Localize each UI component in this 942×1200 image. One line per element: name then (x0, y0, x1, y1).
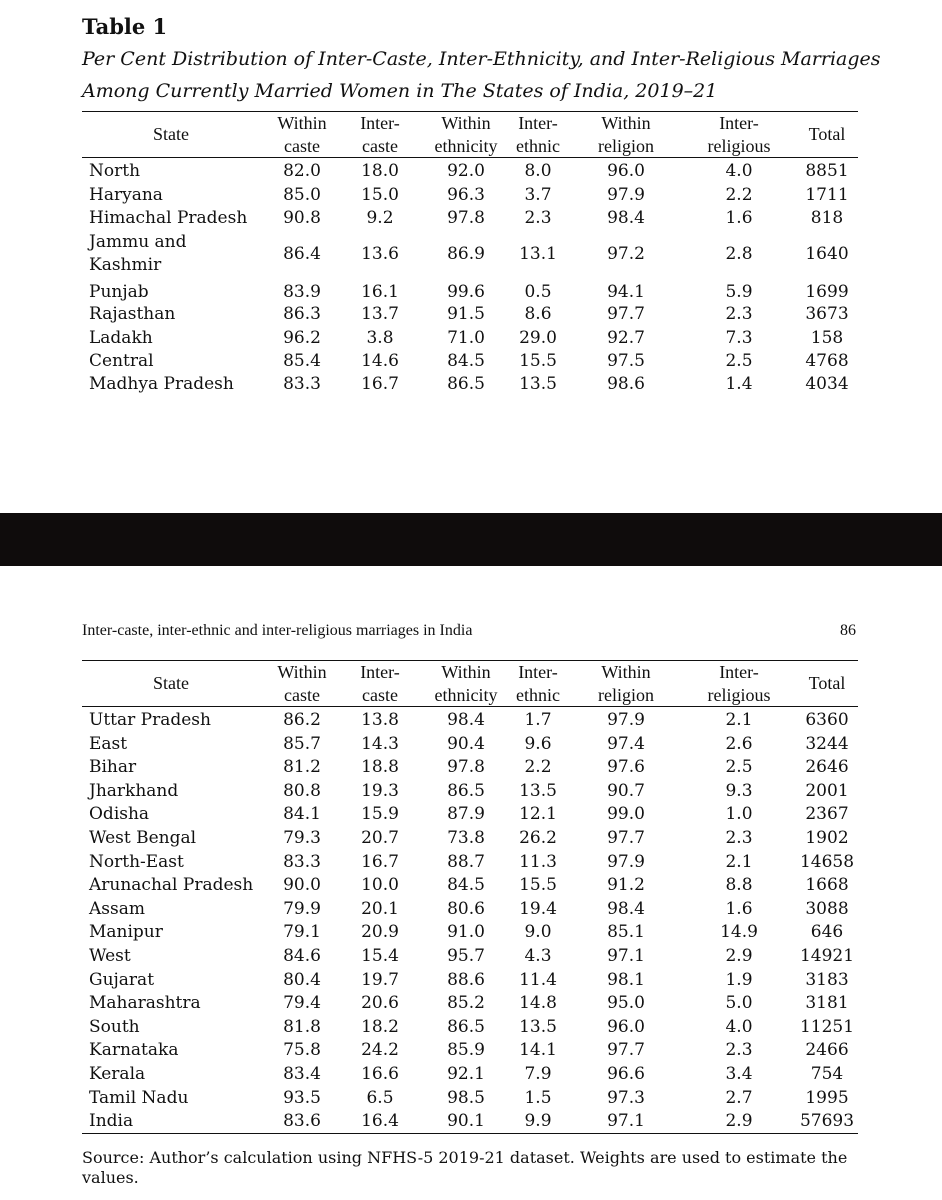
table1-row-7-col-4: 15.5 (519, 351, 557, 371)
table2-header-col-7-line-0: Total (808, 673, 846, 693)
table2-row-10-col-7: 14921 (799, 946, 855, 966)
table2-row-7-col-2: 10.0 (361, 875, 399, 896)
table2-row-7-col-6: 8.8 (725, 875, 753, 896)
table2-row-14-col-5: 97.7 (607, 1040, 645, 1061)
table2-row-0-col-4: 1.7 (524, 710, 552, 730)
table1-header-col-7-line-0: Total (808, 124, 846, 144)
table2-row-12-col-3: 85.2 (447, 993, 485, 1014)
table2-header-col-1-line-0: Within (277, 662, 327, 682)
table1-row-8-col-2: 16.7 (361, 374, 399, 394)
table2-row-11-col-7: 3183 (805, 969, 849, 990)
table1-row-1-col-4: 3.7 (524, 185, 552, 205)
table2-row-10-col-3: 95.7 (447, 946, 485, 966)
table1-row-6-col-1: 96.2 (283, 328, 321, 348)
table2-row-6-col-6: 2.1 (725, 851, 753, 872)
table1-row-5-col-1: 86.3 (283, 304, 321, 324)
table2-row-3-col-3: 86.5 (447, 780, 485, 801)
table1-row-4-state: Punjab (89, 282, 149, 302)
table1-row-4-col-3: 99.6 (447, 282, 485, 302)
table2-header-col-5-line-1: religion (598, 685, 654, 705)
table2-header-col-4-line-0: Inter- (518, 662, 558, 682)
table1-row-8-col-6: 1.4 (725, 374, 753, 394)
table1-row-1-col-7: 1711 (805, 185, 849, 205)
table-caption-line-1: Per Cent Distribution of Inter-Caste, Inter-Ethnicity, and Inter-Religious Marriages (82, 48, 881, 70)
table1-row-0-col-2: 18.0 (361, 161, 399, 181)
table2-row-17-col-1: 83.6 (283, 1111, 321, 1132)
table1-row-3-col-5: 97.2 (607, 244, 645, 264)
page-number: 86 (840, 622, 856, 639)
table1-row-1-col-5: 97.9 (607, 185, 645, 205)
table2-row-1-col-2: 14.3 (361, 733, 399, 754)
table1-row-3-state-cont: Kashmir (89, 255, 162, 275)
table1-header-col-3-line-0: Within (441, 113, 491, 133)
table2-header-col-2-line-1: caste (362, 685, 398, 705)
table2-row-3-col-4: 13.5 (519, 780, 557, 801)
table2-row-12-col-6: 5.0 (725, 993, 753, 1014)
table2-bottom-rule (82, 1133, 858, 1134)
table1-row-7-col-2: 14.6 (361, 351, 399, 371)
table2-row-16-col-3: 98.5 (447, 1087, 485, 1108)
table2-row-0-col-1: 86.2 (283, 710, 321, 730)
table2-row-14-col-1: 75.8 (283, 1040, 321, 1061)
table2-row-5-col-3: 73.8 (447, 828, 485, 848)
table2-row-0-col-3: 98.4 (447, 710, 485, 730)
table1-row-8-col-3: 86.5 (447, 374, 485, 394)
table-caption-line-2: Among Currently Married Women in The States of India, 2019–21 (82, 80, 718, 102)
table2-row-13-col-2: 18.2 (361, 1016, 399, 1037)
table2-row-16-state: Tamil Nadu (89, 1087, 189, 1108)
table1-row-3-state: Jammu and (89, 232, 187, 252)
table1-row-4-col-2: 16.1 (361, 282, 399, 302)
table1-row-5-col-2: 13.7 (361, 304, 399, 324)
table1-row-8-state: Madhya Pradesh (89, 374, 234, 394)
table2-row-13-col-3: 86.5 (447, 1016, 485, 1037)
table2-row-17-col-6: 2.9 (725, 1111, 753, 1132)
table1-row-7-col-1: 85.4 (283, 351, 321, 371)
table1-row-7-col-7: 4768 (805, 351, 849, 371)
table2-row-17-col-2: 16.4 (361, 1111, 399, 1132)
table2-row-14-col-4: 14.1 (519, 1040, 557, 1061)
table1-header-col-1-line-1: caste (284, 136, 320, 156)
table2-row-3-state: Jharkhand (89, 780, 179, 801)
table1-header-col-2-line-1: caste (362, 136, 398, 156)
table2-row-7-col-3: 84.5 (447, 875, 485, 896)
table2-row-17-col-3: 90.1 (447, 1111, 485, 1132)
table1-row-6-state: Ladakh (89, 328, 153, 348)
table1-row-5-state: Rajasthan (89, 304, 176, 324)
table2-header-rule (82, 706, 858, 707)
table2-row-6-state: North-East (89, 851, 184, 872)
table2-header-col-4-line-1: ethnic (516, 685, 560, 705)
table1-row-6-col-7: 158 (810, 328, 844, 348)
table1-row-2-col-1: 90.8 (283, 208, 321, 228)
table1-row-4-col-1: 83.9 (283, 282, 321, 302)
table2-row-16-col-1: 93.5 (283, 1087, 321, 1108)
table2-row-9-col-2: 20.9 (361, 922, 399, 943)
table2-row-11-col-3: 88.6 (447, 969, 485, 990)
table2-row-10-col-4: 4.3 (524, 946, 552, 966)
table2-row-1-col-6: 2.6 (725, 733, 753, 754)
table2-row-6-col-5: 97.9 (607, 851, 645, 872)
table1-row-4-col-7: 1699 (805, 282, 849, 302)
table2-row-2-col-4: 2.2 (524, 757, 552, 778)
table2-row-14-col-7: 2466 (805, 1040, 849, 1061)
table1-header-col-3-line-1: ethnicity (434, 136, 498, 156)
table1-row-7-state: Central (89, 351, 154, 371)
table1-row-2-col-7: 818 (810, 208, 844, 228)
table2-row-16-col-5: 97.3 (607, 1087, 645, 1108)
table2-row-16-col-2: 6.5 (366, 1087, 394, 1108)
table1-header-col-4-line-1: ethnic (516, 136, 560, 156)
table2-row-12-col-7: 3181 (805, 993, 849, 1014)
table1-header-rule (82, 157, 858, 158)
table2-row-13-col-5: 96.0 (607, 1016, 645, 1037)
table2-header-col-3-line-0: Within (441, 662, 491, 682)
table2-row-7-col-4: 15.5 (519, 875, 557, 896)
table2-row-15-col-6: 3.4 (725, 1064, 753, 1084)
table2-row-11-col-5: 98.1 (607, 969, 645, 990)
table2-row-9-col-7: 646 (810, 922, 844, 943)
table1-header-col-6-line-0: Inter- (719, 113, 759, 133)
table2-header-col-2-line-0: Inter- (360, 662, 400, 682)
table2-row-13-col-1: 81.8 (283, 1016, 321, 1037)
table1-row-1-col-3: 96.3 (447, 185, 485, 205)
table2-row-13-col-7: 11251 (799, 1016, 855, 1037)
table2-row-10-col-1: 84.6 (283, 946, 321, 966)
table1-row-8-col-7: 4034 (805, 374, 849, 394)
table2-row-4-col-6: 1.0 (725, 804, 753, 825)
table2-row-11-col-4: 11.4 (519, 969, 557, 990)
table1-row-0-col-3: 92.0 (447, 161, 485, 181)
table2-row-6-col-3: 88.7 (447, 851, 485, 872)
table2-header-col-6-line-0: Inter- (719, 662, 759, 682)
table2-row-1-state: East (89, 733, 128, 754)
table2-row-14-col-3: 85.9 (447, 1040, 485, 1061)
table2-row-9-col-3: 91.0 (447, 922, 485, 943)
table2-row-3-col-5: 90.7 (607, 780, 645, 801)
table2-row-16-col-6: 2.7 (725, 1087, 753, 1108)
table2-row-4-state: Odisha (89, 804, 150, 825)
table2-row-5-col-1: 79.3 (283, 828, 321, 848)
table2-row-7-col-5: 91.2 (607, 875, 645, 896)
table2-row-4-col-5: 99.0 (607, 804, 645, 825)
table2-row-12-col-4: 14.8 (519, 993, 557, 1014)
table1-header-col-5-line-0: Within (601, 113, 651, 133)
table2-row-15-col-1: 83.4 (283, 1064, 321, 1084)
table1-row-0-col-7: 8851 (805, 161, 849, 181)
table2-row-7-col-7: 1668 (805, 875, 849, 896)
table1-row-2-col-5: 98.4 (607, 208, 645, 228)
table1-row-3-col-2: 13.6 (361, 244, 399, 264)
table2-row-14-state: Karnataka (89, 1040, 179, 1061)
table2-row-4-col-3: 87.9 (447, 804, 485, 825)
table1-row-7-col-5: 97.5 (607, 351, 645, 371)
table1-row-1-col-1: 85.0 (283, 185, 321, 205)
table2-row-11-col-2: 19.7 (361, 969, 399, 990)
table1-row-4-col-6: 5.9 (725, 282, 753, 302)
table2-row-0-col-6: 2.1 (725, 710, 753, 730)
table1-row-6-col-4: 29.0 (519, 328, 557, 348)
table2-header-col-1-line-1: caste (284, 685, 320, 705)
table2-row-8-col-3: 80.6 (447, 898, 485, 919)
table2-row-10-col-5: 97.1 (607, 946, 645, 966)
table1-row-6-col-5: 92.7 (607, 328, 645, 348)
table2-row-11-col-1: 80.4 (283, 969, 321, 990)
table2-header-col-5-line-0: Within (601, 662, 651, 682)
table1-row-1-state: Haryana (89, 185, 163, 205)
table2-row-9-col-1: 79.1 (283, 922, 321, 943)
table2-row-4-col-2: 15.9 (361, 804, 399, 825)
table2-row-7-col-1: 90.0 (283, 875, 321, 896)
table2-row-2-col-7: 2646 (805, 757, 849, 778)
table2-row-7-state: Arunachal Pradesh (89, 875, 254, 896)
table2-row-5-col-4: 26.2 (519, 828, 557, 848)
table1-header-col-2-line-0: Inter- (360, 113, 400, 133)
table2-row-4-col-4: 12.1 (519, 804, 557, 825)
table2-row-1-col-4: 9.6 (524, 733, 552, 754)
table2-row-15-state: Kerala (89, 1064, 146, 1084)
table1-row-3-col-6: 2.8 (725, 244, 753, 264)
table2-row-8-col-7: 3088 (805, 898, 849, 919)
table2-header-col-3-line-1: ethnicity (434, 685, 498, 705)
table2-row-6-col-2: 16.7 (361, 851, 399, 872)
table2-row-13-col-4: 13.5 (519, 1016, 557, 1037)
table2-row-10-col-6: 2.9 (725, 946, 753, 966)
table1-row-5-col-7: 3673 (805, 304, 849, 324)
table1-row-5-col-3: 91.5 (447, 304, 485, 324)
source-note: Source: Author’s calculation using NFHS-5 2019-21 dataset. Weights are used to estimate the values. (82, 1148, 848, 1187)
table2-row-5-state: West Bengal (89, 828, 197, 848)
table2-row-14-col-2: 24.2 (361, 1040, 399, 1061)
table1-row-2-col-3: 97.8 (447, 208, 485, 228)
table2-row-11-state: Gujarat (89, 969, 155, 990)
table2-row-0-col-7: 6360 (805, 710, 849, 730)
table2-row-1-col-1: 85.7 (283, 733, 321, 754)
table2-row-8-col-5: 98.4 (607, 898, 645, 919)
table1-header-col-0-line-0: State (153, 124, 189, 144)
table1-row-0-state: North (89, 161, 141, 181)
table2-row-16-col-7: 1995 (805, 1087, 849, 1108)
table2-header-col-0-line-0: State (153, 673, 189, 693)
table2-row-17-state: India (89, 1111, 134, 1132)
table1-row-2-col-2: 9.2 (366, 208, 394, 228)
table2-row-10-col-2: 15.4 (361, 946, 399, 966)
table1-row-6-col-3: 71.0 (447, 328, 485, 348)
table2-row-15-col-2: 16.6 (361, 1064, 399, 1084)
table2-row-3-col-2: 19.3 (361, 780, 399, 801)
table1-row-5-col-6: 2.3 (725, 304, 753, 324)
table-label: Table 1 (82, 14, 168, 39)
table1-row-0-col-5: 96.0 (607, 161, 645, 181)
table2-row-8-col-6: 1.6 (725, 898, 753, 919)
table2-row-15-col-5: 96.6 (607, 1064, 645, 1084)
table2-row-15-col-4: 7.9 (524, 1064, 552, 1084)
table2-row-12-col-2: 20.6 (361, 993, 399, 1014)
table2-row-2-col-1: 81.2 (283, 757, 321, 778)
table2-row-3-col-1: 80.8 (283, 780, 321, 801)
table2-header-col-6-line-1: religious (707, 685, 771, 705)
table2-row-0-state: Uttar Pradesh (89, 710, 211, 730)
table2-row-4-col-1: 84.1 (283, 804, 321, 825)
table1-row-8-col-5: 98.6 (607, 374, 645, 394)
table1-row-3-col-4: 13.1 (519, 244, 557, 264)
table1-row-0-col-1: 82.0 (283, 161, 321, 181)
table1-row-7-col-6: 2.5 (725, 351, 753, 371)
table2-row-17-col-5: 97.1 (607, 1111, 645, 1132)
table2-row-9-col-6: 14.9 (720, 922, 758, 943)
table2-row-0-col-2: 13.8 (361, 710, 399, 730)
table1-row-1-col-6: 2.2 (725, 185, 753, 205)
table2-row-2-col-6: 2.5 (725, 757, 753, 778)
table2-row-0-col-5: 97.9 (607, 710, 645, 730)
table2-row-5-col-7: 1902 (805, 828, 849, 848)
table2-row-13-state: South (89, 1016, 140, 1037)
table2-row-8-col-1: 79.9 (283, 898, 321, 919)
table2-row-13-col-6: 4.0 (725, 1016, 753, 1037)
table1-row-3-col-1: 86.4 (283, 244, 321, 264)
table1-row-5-col-4: 8.6 (524, 304, 552, 324)
table1-row-7-col-3: 84.5 (447, 351, 485, 371)
table1-row-5-col-5: 97.7 (607, 304, 645, 324)
table1-row-1-col-2: 15.0 (361, 185, 399, 205)
table1-header-col-1-line-0: Within (277, 113, 327, 133)
table2-row-5-col-2: 20.7 (361, 828, 399, 848)
table2-row-2-col-2: 18.8 (361, 757, 399, 778)
table2-row-17-col-4: 9.9 (524, 1111, 552, 1132)
table2-row-9-col-5: 85.1 (607, 922, 645, 943)
table2-row-16-col-4: 1.5 (524, 1087, 552, 1108)
table2-row-1-col-3: 90.4 (447, 733, 485, 754)
table2-row-8-state: Assam (89, 898, 145, 919)
table1-header-col-6-line-1: religious (707, 136, 771, 156)
table1-row-2-state: Himachal Pradesh (89, 208, 248, 228)
table1-header-col-5-line-1: religion (598, 136, 654, 156)
table1-row-0-col-6: 4.0 (725, 161, 753, 181)
table1-row-8-col-1: 83.3 (283, 374, 321, 394)
running-head: Inter-caste, inter-ethnic and inter-religious marriages in India (82, 622, 473, 639)
table1-row-6-col-6: 7.3 (725, 328, 753, 348)
table2-row-5-col-6: 2.3 (725, 828, 753, 848)
table2-row-17-col-7: 57693 (799, 1111, 855, 1132)
table1-row-2-col-4: 2.3 (524, 208, 552, 228)
table2-row-15-col-3: 92.1 (447, 1064, 485, 1084)
table2-row-10-state: West (89, 946, 131, 966)
table2-row-5-col-5: 97.7 (607, 828, 645, 848)
table2-row-1-col-7: 3244 (805, 733, 849, 754)
table1-row-3-col-3: 86.9 (447, 244, 485, 264)
table1-row-4-col-5: 94.1 (607, 282, 645, 302)
table2-row-9-col-4: 9.0 (524, 922, 552, 943)
table2-row-1-col-5: 97.4 (607, 733, 645, 754)
table1-row-0-col-4: 8.0 (524, 161, 552, 181)
page-separator-bar (0, 513, 942, 566)
table2-row-15-col-7: 754 (810, 1064, 844, 1084)
table1-header-col-4-line-0: Inter- (518, 113, 558, 133)
table2-row-6-col-1: 83.3 (283, 851, 321, 872)
table2-row-3-col-7: 2001 (805, 780, 849, 801)
table2-row-6-col-4: 11.3 (519, 851, 557, 872)
table1-row-6-col-2: 3.8 (366, 328, 394, 348)
table2-row-2-col-3: 97.8 (447, 757, 485, 778)
table2-row-8-col-2: 20.1 (361, 898, 399, 919)
table2-row-4-col-7: 2367 (805, 804, 849, 825)
table1-row-3-col-7: 1640 (805, 244, 849, 264)
table2-row-9-state: Manipur (89, 922, 163, 943)
table2-row-11-col-6: 1.9 (725, 969, 753, 990)
table2-row-8-col-4: 19.4 (519, 898, 557, 919)
table2-row-2-col-5: 97.6 (607, 757, 645, 778)
table1-row-8-col-4: 13.5 (519, 374, 557, 394)
table1-row-2-col-6: 1.6 (725, 208, 753, 228)
table2-row-6-col-7: 14658 (799, 851, 855, 872)
table2-row-12-col-1: 79.4 (283, 993, 321, 1014)
table2-row-12-state: Maharashtra (89, 993, 201, 1014)
table2-row-12-col-5: 95.0 (607, 993, 645, 1014)
table2-row-14-col-6: 2.3 (725, 1040, 753, 1061)
table1-row-4-col-4: 0.5 (524, 282, 552, 302)
table2-row-2-state: Bihar (89, 757, 137, 778)
table2-row-3-col-6: 9.3 (725, 780, 753, 801)
